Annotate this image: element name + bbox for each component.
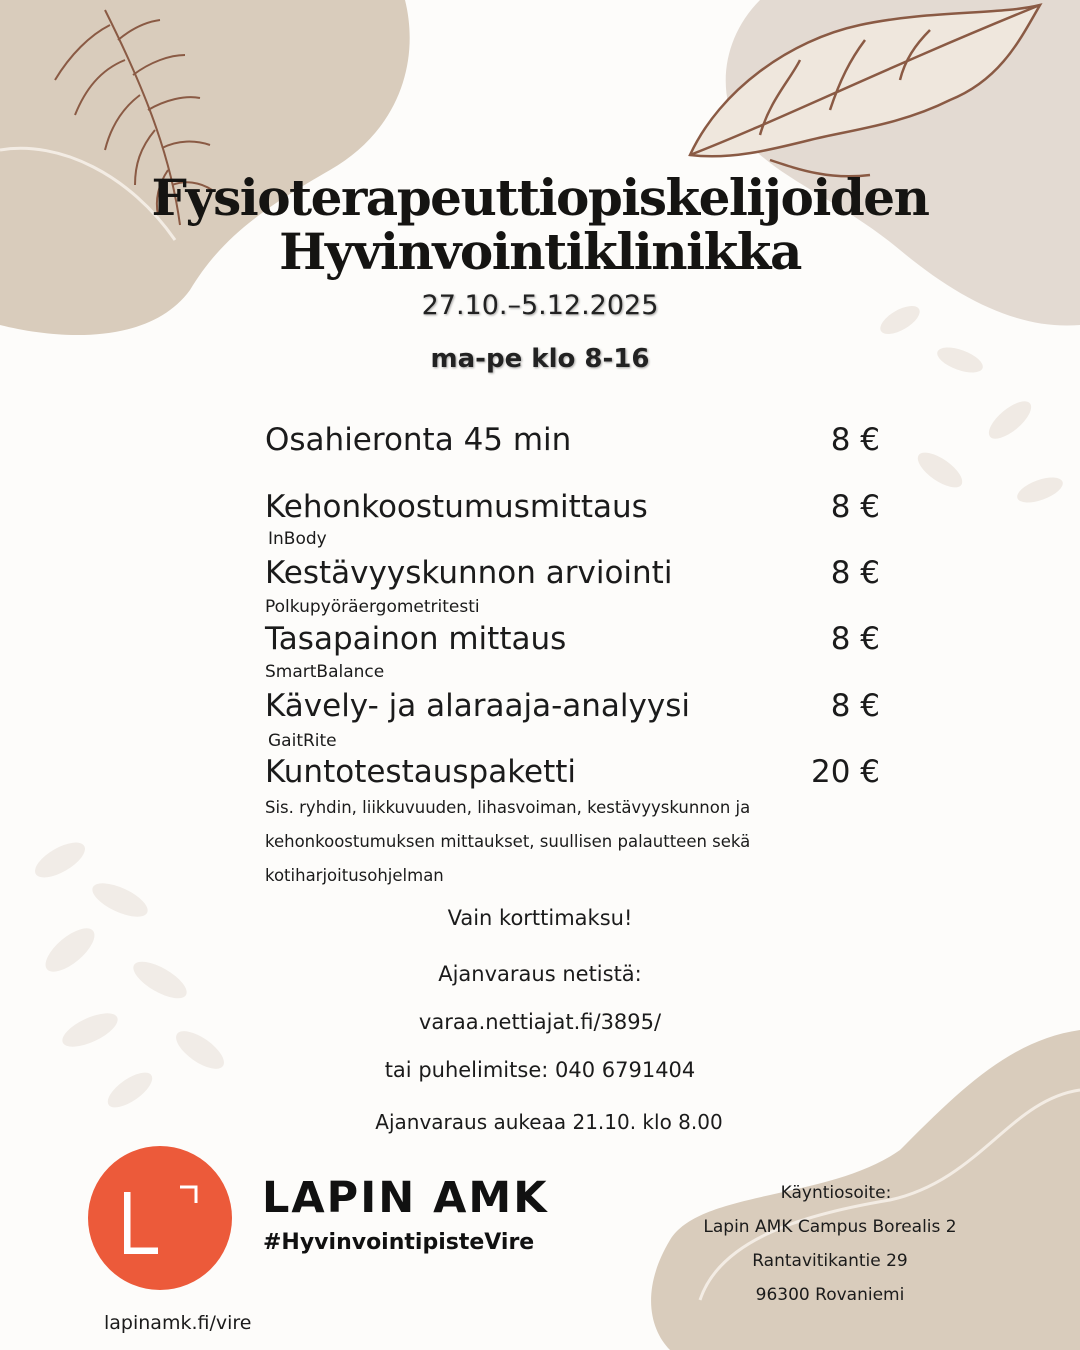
service-price: 8 € <box>830 621 880 657</box>
service-name: Kestävyyskunnon arviointi <box>265 555 673 591</box>
package-description-line: kehonkoostumuksen mittaukset, suullisen palautteen sekä <box>265 832 751 851</box>
address-label: Käyntiosoite: <box>780 1183 892 1203</box>
package-description-line: Sis. ryhdin, liikkuvuuden, lihasvoiman, kestävyyskunnon ja <box>265 798 751 817</box>
brand-name: LAPIN AMK <box>262 1173 549 1223</box>
service-price: 8 € <box>830 688 880 724</box>
lapin-amk-logo-icon <box>124 1192 160 1254</box>
package-description-line: kotiharjoitusohjelman <box>265 866 444 885</box>
service-name: Kävely- ja alaraaja-analyysi <box>265 688 690 724</box>
service-subtitle: Polkupyöräergometritesti <box>265 597 480 617</box>
service-name: Kuntotestauspaketti <box>265 754 577 790</box>
logo-circle <box>88 1146 232 1290</box>
service-subtitle: InBody <box>268 529 327 549</box>
payment-note: Vain korttimaksu! <box>447 906 633 930</box>
service-name: Tasapainon mittaus <box>265 621 567 657</box>
service-subtitle: SmartBalance <box>265 662 385 682</box>
phone-booking: tai puhelimitse: 040 6791404 <box>384 1058 696 1082</box>
service-price: 20 € <box>810 754 880 790</box>
service-price: 8 € <box>830 489 880 525</box>
address-line: Lapin AMK Campus Borealis 2 <box>703 1217 957 1237</box>
booking-url[interactable]: varaa.nettiajat.fi/3895/ <box>418 1010 662 1034</box>
service-name: Osahieronta 45 min <box>265 422 572 458</box>
address-line: 96300 Rovaniemi <box>755 1285 905 1305</box>
service-name: Kehonkoostumusmittaus <box>265 489 648 525</box>
date-range: 27.10.–5.12.2025 <box>421 290 659 321</box>
online-booking-label: Ajanvaraus netistä: <box>438 962 642 986</box>
hashtag: #HyvinvointipisteVire <box>263 1230 535 1255</box>
service-subtitle: GaitRite <box>268 731 337 751</box>
logo-corner-icon <box>180 1185 198 1203</box>
faint-leaves-right <box>876 300 1066 507</box>
service-price: 8 € <box>830 422 880 458</box>
address-line: Rantavitikantie 29 <box>752 1251 908 1271</box>
page-title-line-2: Hyvinvointiklinikka <box>279 222 801 281</box>
opening-hours: ma-pe klo 8-16 <box>430 344 650 374</box>
website-link[interactable]: lapinamk.fi/vire <box>104 1312 252 1334</box>
page-title-line-1: Fysioterapeuttiopiskelijoiden <box>151 168 929 227</box>
booking-opens-note: Ajanvaraus aukeaa 21.10. klo 8.00 <box>375 1110 723 1134</box>
service-price: 8 € <box>830 555 880 591</box>
